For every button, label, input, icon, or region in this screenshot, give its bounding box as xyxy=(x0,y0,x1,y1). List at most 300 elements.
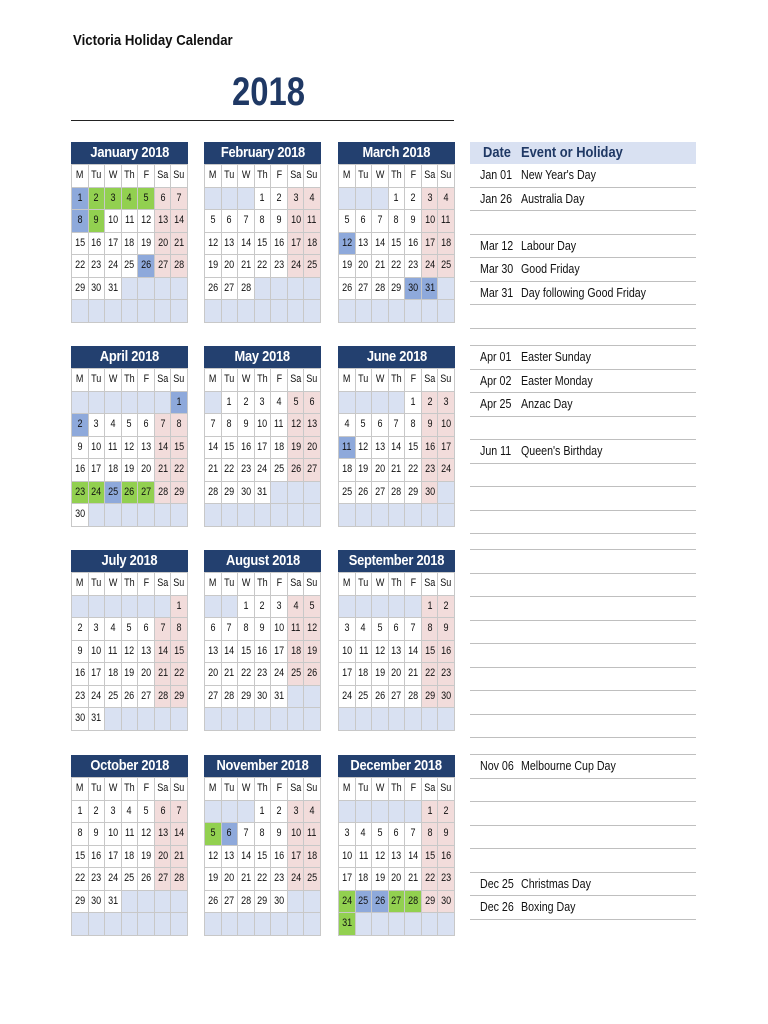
day-cell: 10 xyxy=(105,823,122,846)
empty-day-cell xyxy=(205,708,222,731)
weekday-label: M xyxy=(205,165,222,188)
day-cell: 31 xyxy=(271,686,288,709)
empty-day-cell xyxy=(438,504,455,527)
day-cell: 26 xyxy=(304,663,321,686)
day-cell: 17 xyxy=(89,459,106,482)
event-date: Jun 11 xyxy=(480,443,512,458)
day-cell: 16 xyxy=(89,233,106,256)
empty-day-cell xyxy=(105,504,122,527)
weekday-label: W xyxy=(105,165,122,188)
event-name: Good Friday xyxy=(521,261,580,276)
weekday-label: Su xyxy=(304,778,321,801)
day-cell: 10 xyxy=(438,414,455,437)
empty-day-cell xyxy=(288,686,305,709)
day-cell: 26 xyxy=(205,891,222,914)
event-row xyxy=(470,779,696,803)
day-cell: 11 xyxy=(356,846,373,869)
month-title: May 2018 xyxy=(204,346,321,368)
day-cell: 24 xyxy=(255,459,272,482)
weekday-label: W xyxy=(105,778,122,801)
event-date: Jan 01 xyxy=(480,167,513,182)
day-cell: 5 xyxy=(122,618,139,641)
event-column-header: Event or Holiday xyxy=(521,144,623,161)
day-cell: 10 xyxy=(422,210,439,233)
day-cell: 5 xyxy=(372,823,389,846)
day-cell: 28 xyxy=(238,891,255,914)
day-cell: 23 xyxy=(238,459,255,482)
weekday-label: Tu xyxy=(356,165,373,188)
empty-day-cell xyxy=(405,913,422,936)
day-cell: 31 xyxy=(422,278,439,301)
day-cell: 15 xyxy=(171,641,188,664)
day-cell: 25 xyxy=(304,868,321,891)
event-date: Mar 31 xyxy=(480,284,514,300)
weekday-label: Sa xyxy=(288,165,305,188)
day-cell: 5 xyxy=(339,210,356,233)
day-cell: 19 xyxy=(372,868,389,891)
day-cell: 30 xyxy=(238,482,255,505)
empty-day-cell xyxy=(171,708,188,731)
day-cell: 16 xyxy=(72,459,89,482)
month-title: November 2018 xyxy=(204,755,321,777)
empty-day-cell xyxy=(372,188,389,211)
day-cell: 3 xyxy=(89,414,106,437)
event-row xyxy=(470,691,696,715)
empty-day-cell xyxy=(372,392,389,415)
day-cell: 21 xyxy=(171,233,188,256)
day-cell: 9 xyxy=(89,210,106,233)
empty-day-cell xyxy=(288,891,305,914)
month-days-grid xyxy=(204,572,321,731)
day-cell: 24 xyxy=(339,686,356,709)
day-cell: 4 xyxy=(288,596,305,619)
day-cell: 28 xyxy=(389,482,406,505)
empty-day-cell xyxy=(205,801,222,824)
event-row xyxy=(470,235,696,259)
day-cell: 25 xyxy=(356,686,373,709)
day-cell: 13 xyxy=(205,641,222,664)
empty-day-cell xyxy=(271,278,288,301)
empty-day-cell xyxy=(405,596,422,619)
event-row xyxy=(470,621,696,645)
weekday-label: M xyxy=(339,165,356,188)
empty-day-cell xyxy=(138,392,155,415)
empty-day-cell xyxy=(72,596,89,619)
empty-day-cell xyxy=(356,504,373,527)
empty-day-cell xyxy=(222,708,239,731)
day-cell: 11 xyxy=(105,641,122,664)
day-cell: 5 xyxy=(138,188,155,211)
event-row xyxy=(470,849,696,873)
empty-day-cell xyxy=(356,188,373,211)
weekday-label: Su xyxy=(171,369,188,392)
day-cell: 12 xyxy=(122,641,139,664)
empty-day-cell xyxy=(155,504,172,527)
weekday-label: Su xyxy=(304,369,321,392)
month-august xyxy=(204,550,321,731)
event-date: Dec 26 xyxy=(480,899,514,914)
day-cell: 10 xyxy=(339,846,356,869)
day-cell: 13 xyxy=(155,210,172,233)
day-cell: 29 xyxy=(422,686,439,709)
event-name: Day following Good Friday xyxy=(521,284,647,300)
weekday-label: F xyxy=(138,778,155,801)
day-cell: 4 xyxy=(339,414,356,437)
day-cell: 28 xyxy=(155,686,172,709)
month-days-grid xyxy=(71,368,188,527)
event-name: Labour Day xyxy=(521,237,577,253)
empty-day-cell xyxy=(138,708,155,731)
event-row xyxy=(470,345,696,370)
day-cell: 23 xyxy=(271,868,288,891)
day-cell: 14 xyxy=(155,641,172,664)
empty-day-cell xyxy=(422,300,439,323)
empty-day-cell xyxy=(238,188,255,211)
weekday-label: W xyxy=(372,778,389,801)
day-cell: 15 xyxy=(255,233,272,256)
day-cell: 31 xyxy=(339,913,356,936)
day-cell: 8 xyxy=(255,210,272,233)
day-cell: 3 xyxy=(339,618,356,641)
empty-day-cell xyxy=(389,708,406,731)
day-cell: 27 xyxy=(356,278,373,301)
day-cell: 13 xyxy=(222,846,239,869)
empty-day-cell xyxy=(356,801,373,824)
empty-day-cell xyxy=(255,504,272,527)
day-cell: 21 xyxy=(171,846,188,869)
day-cell: 21 xyxy=(155,663,172,686)
event-row xyxy=(470,188,696,212)
day-cell: 25 xyxy=(304,255,321,278)
day-cell: 8 xyxy=(171,618,188,641)
empty-day-cell xyxy=(438,482,455,505)
day-cell: 22 xyxy=(171,459,188,482)
day-cell: 15 xyxy=(405,437,422,460)
day-cell: 7 xyxy=(171,801,188,824)
empty-day-cell xyxy=(222,300,239,323)
empty-day-cell xyxy=(339,801,356,824)
day-cell: 14 xyxy=(405,641,422,664)
day-cell: 19 xyxy=(372,663,389,686)
event-name: Anzac Day xyxy=(521,396,573,411)
day-cell: 26 xyxy=(205,278,222,301)
event-name: Queen's Birthday xyxy=(521,443,603,458)
day-cell: 23 xyxy=(405,255,422,278)
day-cell: 18 xyxy=(438,233,455,256)
day-cell: 15 xyxy=(422,641,439,664)
day-cell: 2 xyxy=(405,188,422,211)
day-cell: 12 xyxy=(138,823,155,846)
event-date: Apr 02 xyxy=(480,372,512,388)
event-row xyxy=(470,754,696,779)
day-cell: 16 xyxy=(271,233,288,256)
event-row xyxy=(470,511,696,535)
day-cell: 6 xyxy=(222,210,239,233)
weekday-label: F xyxy=(138,573,155,596)
empty-day-cell xyxy=(389,596,406,619)
empty-day-cell xyxy=(122,891,139,914)
empty-day-cell xyxy=(339,504,356,527)
day-cell: 9 xyxy=(72,641,89,664)
month-june xyxy=(338,346,455,527)
weekday-label: Th xyxy=(255,369,272,392)
day-cell: 22 xyxy=(422,868,439,891)
day-cell: 14 xyxy=(372,233,389,256)
day-cell: 29 xyxy=(389,278,406,301)
month-october xyxy=(71,755,188,936)
empty-day-cell xyxy=(389,504,406,527)
day-cell: 29 xyxy=(222,482,239,505)
weekday-label: M xyxy=(72,573,89,596)
weekday-label: Th xyxy=(389,165,406,188)
day-cell: 4 xyxy=(105,414,122,437)
day-cell: 13 xyxy=(389,846,406,869)
day-cell: 28 xyxy=(222,686,239,709)
day-cell: 7 xyxy=(372,210,389,233)
empty-day-cell xyxy=(438,708,455,731)
day-cell: 19 xyxy=(205,255,222,278)
empty-day-cell xyxy=(422,504,439,527)
day-cell: 15 xyxy=(422,846,439,869)
day-cell: 27 xyxy=(389,891,406,914)
day-cell: 9 xyxy=(255,618,272,641)
empty-day-cell xyxy=(271,504,288,527)
day-cell: 3 xyxy=(288,188,305,211)
empty-day-cell xyxy=(372,913,389,936)
day-cell: 26 xyxy=(372,891,389,914)
empty-day-cell xyxy=(222,188,239,211)
weekday-label: Su xyxy=(438,369,455,392)
empty-day-cell xyxy=(72,300,89,323)
weekday-label: W xyxy=(238,165,255,188)
day-cell: 1 xyxy=(222,392,239,415)
day-cell: 2 xyxy=(422,392,439,415)
day-cell: 21 xyxy=(205,459,222,482)
weekday-label: F xyxy=(405,573,422,596)
weekday-label: M xyxy=(205,778,222,801)
day-cell: 2 xyxy=(72,414,89,437)
day-cell: 17 xyxy=(422,233,439,256)
day-cell: 31 xyxy=(255,482,272,505)
empty-day-cell xyxy=(105,596,122,619)
event-name: Australia Day xyxy=(521,190,585,206)
day-cell: 4 xyxy=(356,823,373,846)
weekday-label: Tu xyxy=(222,165,239,188)
day-cell: 3 xyxy=(339,823,356,846)
day-cell: 7 xyxy=(389,414,406,437)
day-cell: 7 xyxy=(238,823,255,846)
empty-day-cell xyxy=(304,708,321,731)
day-cell: 13 xyxy=(389,641,406,664)
day-cell: 19 xyxy=(356,459,373,482)
event-row xyxy=(470,164,696,188)
weekday-label: Th xyxy=(122,165,139,188)
day-cell: 19 xyxy=(288,437,305,460)
weekday-label: W xyxy=(372,369,389,392)
weekday-label: Tu xyxy=(222,369,239,392)
day-cell: 30 xyxy=(438,686,455,709)
empty-day-cell xyxy=(255,708,272,731)
empty-day-cell xyxy=(438,278,455,301)
weekday-label: Th xyxy=(255,165,272,188)
day-cell: 24 xyxy=(288,255,305,278)
day-cell: 17 xyxy=(105,846,122,869)
empty-day-cell xyxy=(389,392,406,415)
day-cell: 21 xyxy=(405,663,422,686)
day-cell: 14 xyxy=(171,823,188,846)
day-cell: 15 xyxy=(222,437,239,460)
day-cell: 12 xyxy=(372,641,389,664)
day-cell: 4 xyxy=(304,801,321,824)
day-cell: 9 xyxy=(72,437,89,460)
month-days-grid xyxy=(338,777,455,936)
empty-day-cell xyxy=(356,913,373,936)
weekday-label: Tu xyxy=(356,778,373,801)
day-cell: 23 xyxy=(89,868,106,891)
day-cell: 30 xyxy=(255,686,272,709)
day-cell: 25 xyxy=(339,482,356,505)
event-date: Mar 30 xyxy=(480,261,514,276)
month-days-grid xyxy=(71,572,188,731)
empty-day-cell xyxy=(438,300,455,323)
day-cell: 10 xyxy=(339,641,356,664)
day-cell: 6 xyxy=(389,823,406,846)
empty-day-cell xyxy=(288,708,305,731)
day-cell: 23 xyxy=(438,868,455,891)
empty-day-cell xyxy=(105,708,122,731)
event-name: Easter Sunday xyxy=(521,349,591,364)
empty-day-cell xyxy=(89,392,106,415)
weekday-label: M xyxy=(339,778,356,801)
weekday-label: Tu xyxy=(89,778,106,801)
empty-day-cell xyxy=(155,278,172,301)
empty-day-cell xyxy=(356,596,373,619)
day-cell: 18 xyxy=(105,459,122,482)
day-cell: 12 xyxy=(122,437,139,460)
day-cell: 23 xyxy=(271,255,288,278)
day-cell: 19 xyxy=(122,663,139,686)
day-cell: 27 xyxy=(155,255,172,278)
event-row xyxy=(470,211,696,235)
empty-day-cell xyxy=(138,504,155,527)
empty-day-cell xyxy=(356,708,373,731)
day-cell: 18 xyxy=(356,663,373,686)
weekday-label: Sa xyxy=(422,778,439,801)
day-cell: 21 xyxy=(238,868,255,891)
day-cell: 19 xyxy=(138,233,155,256)
weekday-label: M xyxy=(72,778,89,801)
day-cell: 20 xyxy=(389,868,406,891)
day-cell: 14 xyxy=(222,641,239,664)
empty-day-cell xyxy=(138,596,155,619)
empty-day-cell xyxy=(339,300,356,323)
day-cell: 8 xyxy=(405,414,422,437)
weekday-label: Th xyxy=(389,778,406,801)
day-cell: 17 xyxy=(339,868,356,891)
empty-day-cell xyxy=(389,300,406,323)
weekday-label: Tu xyxy=(89,165,106,188)
empty-day-cell xyxy=(205,300,222,323)
day-cell: 3 xyxy=(255,392,272,415)
empty-day-cell xyxy=(155,913,172,936)
day-cell: 19 xyxy=(339,255,356,278)
day-cell: 16 xyxy=(438,641,455,664)
day-cell: 13 xyxy=(138,641,155,664)
day-cell: 2 xyxy=(271,801,288,824)
day-cell: 28 xyxy=(372,278,389,301)
day-cell: 9 xyxy=(422,414,439,437)
day-cell: 20 xyxy=(222,255,239,278)
day-cell: 8 xyxy=(422,823,439,846)
event-row xyxy=(470,417,696,441)
day-cell: 29 xyxy=(72,891,89,914)
day-cell: 10 xyxy=(89,437,106,460)
weekday-label: Su xyxy=(171,778,188,801)
day-cell: 8 xyxy=(72,823,89,846)
month-july xyxy=(71,550,188,731)
empty-day-cell xyxy=(171,504,188,527)
day-cell: 25 xyxy=(122,868,139,891)
weekday-label: Th xyxy=(122,573,139,596)
day-cell: 22 xyxy=(389,255,406,278)
day-cell: 25 xyxy=(105,482,122,505)
day-cell: 7 xyxy=(155,618,172,641)
empty-day-cell xyxy=(288,504,305,527)
day-cell: 10 xyxy=(271,618,288,641)
day-cell: 23 xyxy=(255,663,272,686)
month-title: September 2018 xyxy=(338,550,455,572)
empty-day-cell xyxy=(372,801,389,824)
page-title: Victoria Holiday Calendar xyxy=(73,32,233,49)
day-cell: 19 xyxy=(122,459,139,482)
weekday-label: F xyxy=(271,165,288,188)
month-january xyxy=(71,142,188,323)
day-cell: 24 xyxy=(271,663,288,686)
day-cell: 29 xyxy=(238,686,255,709)
day-cell: 8 xyxy=(389,210,406,233)
day-cell: 3 xyxy=(438,392,455,415)
day-cell: 25 xyxy=(356,891,373,914)
empty-day-cell xyxy=(205,392,222,415)
weekday-label: Tu xyxy=(356,369,373,392)
month-days-grid xyxy=(204,164,321,323)
day-cell: 9 xyxy=(271,823,288,846)
empty-day-cell xyxy=(238,913,255,936)
month-days-grid xyxy=(204,777,321,936)
day-cell: 4 xyxy=(304,188,321,211)
day-cell: 20 xyxy=(205,663,222,686)
weekday-label: F xyxy=(271,573,288,596)
events-block xyxy=(470,164,696,329)
event-date: Apr 01 xyxy=(480,349,512,364)
day-cell: 4 xyxy=(438,188,455,211)
empty-day-cell xyxy=(122,913,139,936)
day-cell: 13 xyxy=(372,437,389,460)
day-cell: 22 xyxy=(422,663,439,686)
empty-day-cell xyxy=(304,891,321,914)
weekday-label: W xyxy=(372,165,389,188)
weekday-label: Th xyxy=(122,778,139,801)
day-cell: 1 xyxy=(422,801,439,824)
day-cell: 13 xyxy=(155,823,172,846)
weekday-label: Tu xyxy=(222,778,239,801)
day-cell: 24 xyxy=(339,891,356,914)
day-cell: 25 xyxy=(122,255,139,278)
day-cell: 21 xyxy=(405,868,422,891)
empty-day-cell xyxy=(238,801,255,824)
events-header xyxy=(470,142,696,164)
event-row xyxy=(470,597,696,621)
